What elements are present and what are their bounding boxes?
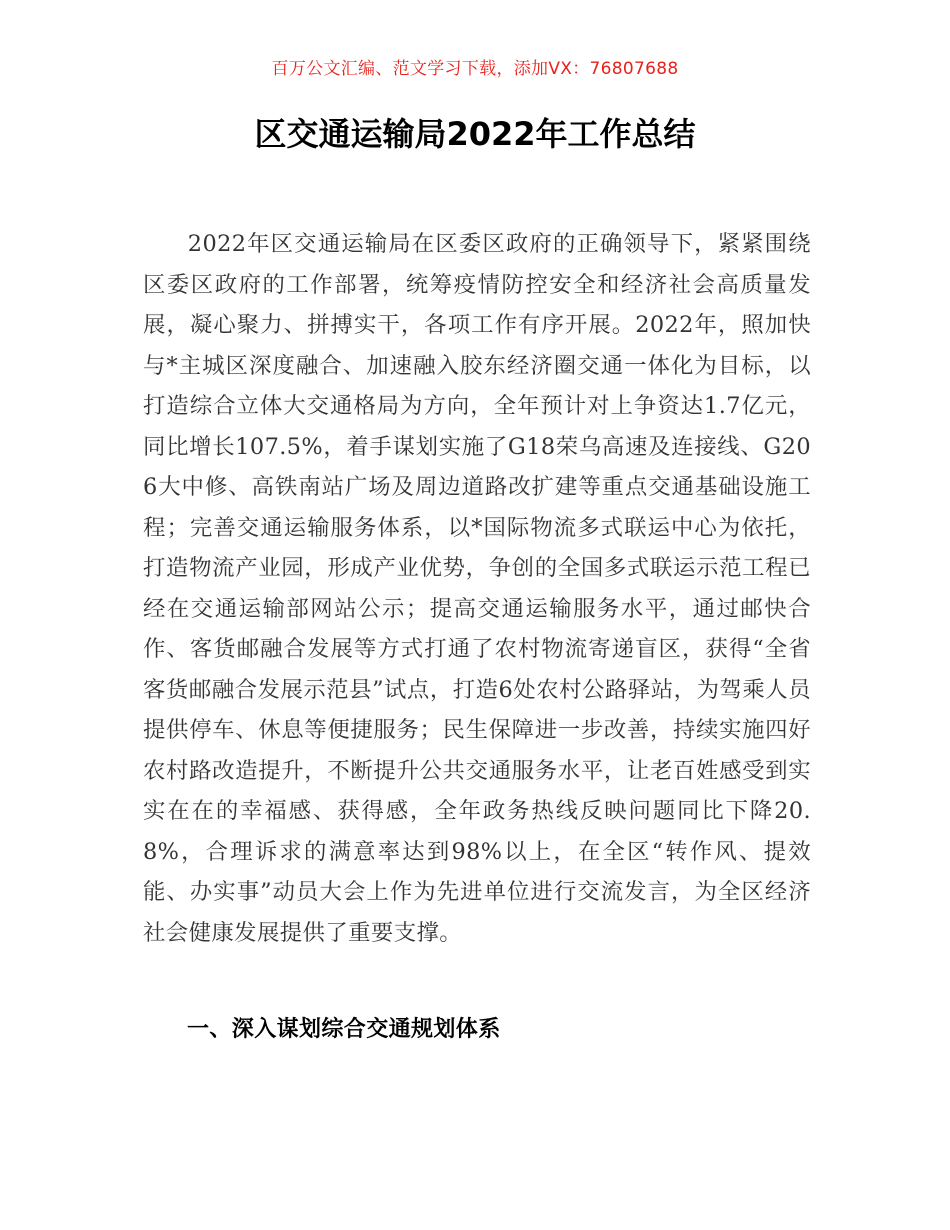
body-paragraph: 2022年区交通运输局在区委区政府的正确领导下，紧紧围绕区委区政府的工作部署，统筹疫情防控安全和经济社会高质量发展，凝心聚力、拼搏实干，各项工作有序开展。2022年，照加快与*主城区深度融合、加速融入胶东经济圈交通一体化为目标，以打造综合立体大交通格局为方向，全年预计对上争资达1.7亿元，同比增长107.5%，着手谋划实施了G18荣乌高速及连接线、G206大中修、高铁南站广场及周边道路改扩建等重点交通基础设施工程；完善交通运输服务体系，以*国际物流多式联运中心为依托，打造物流产业园，形成产业优势，争创的全国多式联运示范工程已经在交通运输部网站公示；提高交通运输服务水平，通过邮快合作、客货邮融合发展等方式打通了农村物流寄递盲区，获得“全省客货邮融合发展示范县”试点，打造6处农村公路驿站，为驾乘人员提供停车、休息等便捷服务；民生保障进一步改善，持续实施四好农村路改造提升，不断提升公共交通服务水平，让老百姓感受到实实在在的幸福感、获得感，全年政务热线反映问题同比下降20.8%，合理诉求的满意率达到98%以上，在全区“转作风、提效能、办实事”动员大会上作为先进单位进行交流发言，为全区经济社会健康发展提供了重要支撑。 <box>143 231 811 946</box>
section-heading: 一、深入谋划综合交通规划体系 <box>187 1017 501 1042</box>
watermark-banner: 百万公文汇编、范文学习下载，添加VX：76807688 <box>271 59 679 79</box>
document-title: 区交通运输局2022年工作总结 <box>254 115 696 153</box>
